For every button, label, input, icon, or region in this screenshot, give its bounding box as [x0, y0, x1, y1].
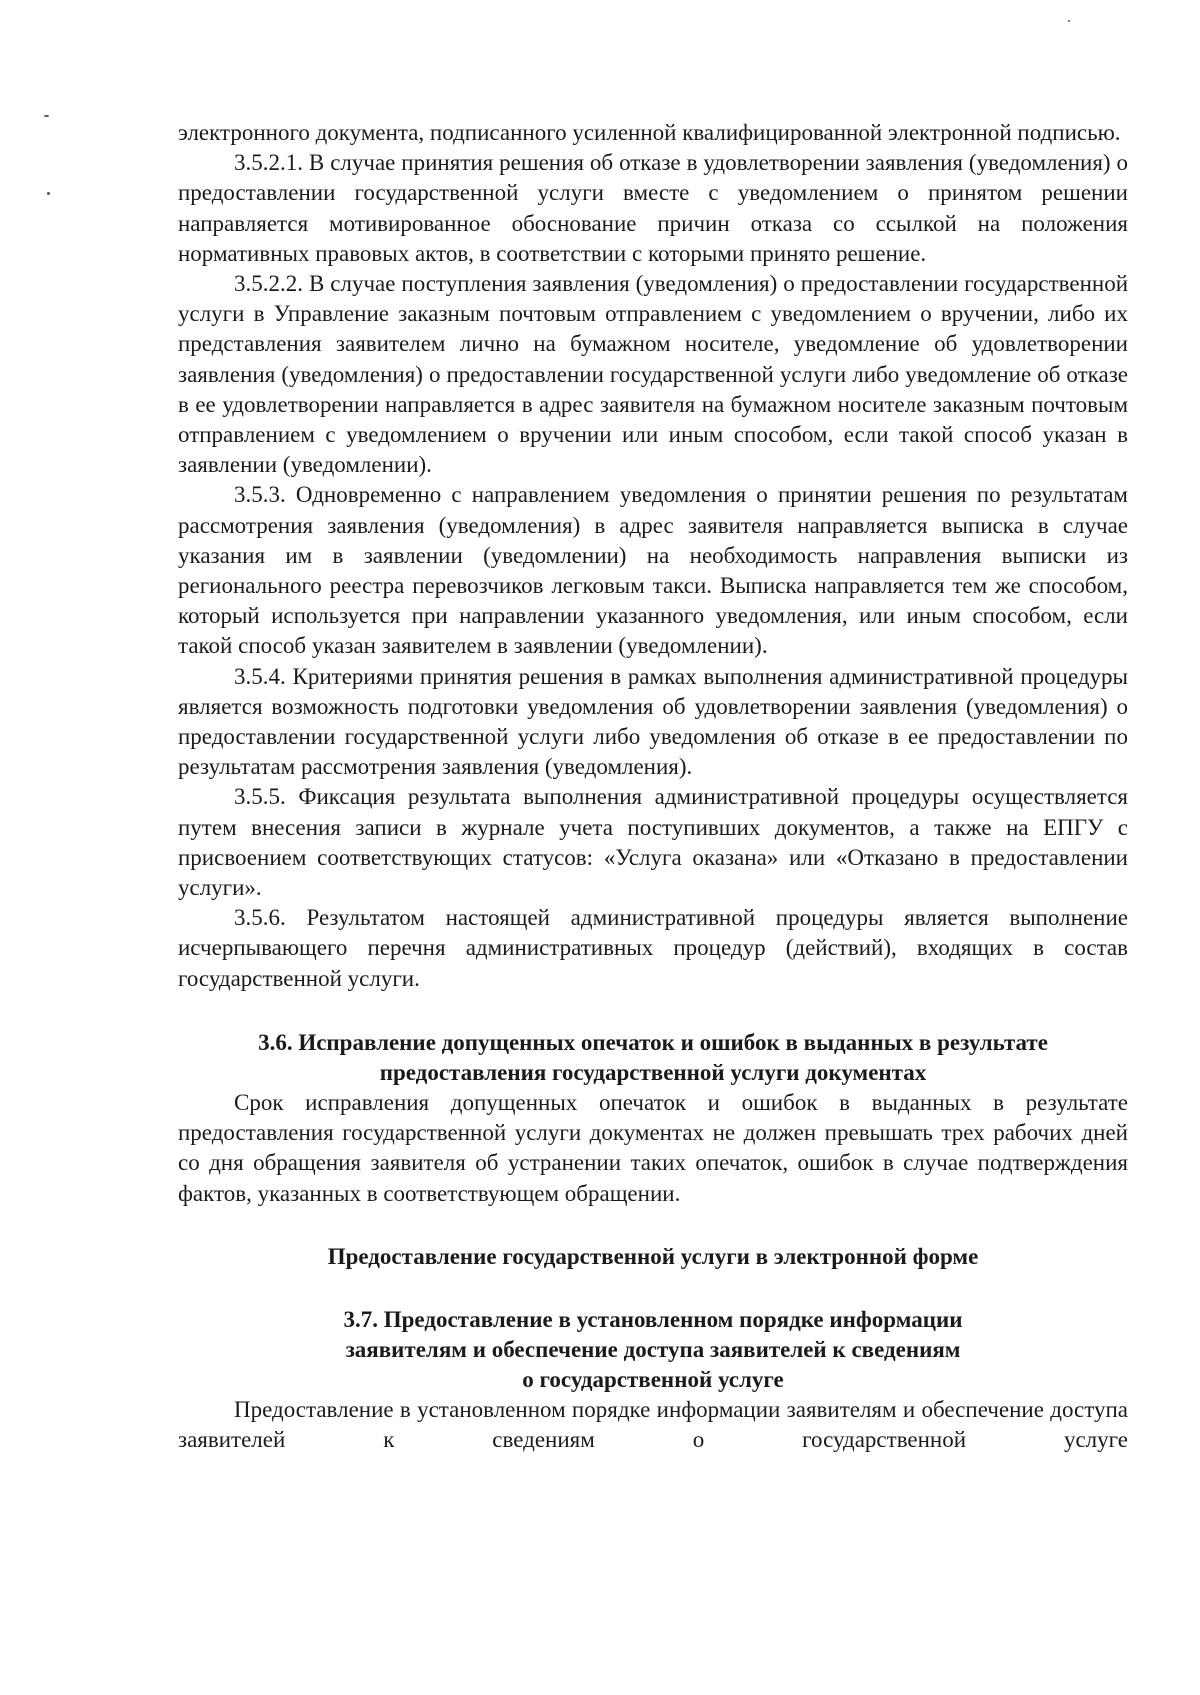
paragraph-3-5-2-1: 3.5.2.1. В случае принятия решения об отказе в удовлетворении заявления (уведомления) о предоставлении государственной услуги вместе с уведомлением о принятом решении направляется мотивированное обоснование причин отказа со ссылкой на положения нормативных правовых актов, в соответствии с которыми принято решение. [178, 150, 1128, 266]
paragraph-3-7-body: Предоставление в установленном порядке информации заявителям и обеспечение доступа заявителей к сведениям о государственной услуге [178, 1396, 1128, 1452]
heading-line: предоставления государственной услуги документах [379, 1059, 927, 1085]
paragraph-3-5-4: 3.5.4. Критериями принятия решения в рамках выполнения административной процедуры является возможность подготовки уведомления об удовлетворении заявления (уведомления) о предоставлении государственной услуги либо уведомления об отказе в ее предоставлении по результатам рассмотрения заявления (уведомления). [178, 663, 1128, 780]
section-heading-3-7 [178, 1305, 1128, 1395]
heading-line: заявителям и обеспечение доступа заявителей к сведениям [345, 1336, 961, 1362]
paragraph-3-6-body: Срок исправления допущенных опечаток и ошибок в выданных в результате предоставления государственной услуги документах не должен превышать трех рабочих дней со дня обращения заявителя об устранении таких опечаток, ошибок в случае подтверждения фактов, указанных в соответствующем обращении. [178, 1089, 1128, 1206]
heading-line: 3.6. Исправление допущенных опечаток и ошибок в выданных в результате [258, 1029, 1048, 1055]
paragraph-3-5-3: 3.5.3. Одновременно с направлением уведомления о принятии решения по результатам рассмотрения заявления (уведомления) в адрес заявителя направляется выписка в случае указания им в заявлении (уведомлении) на необходимость направления выписки из регионального реестра перевозчиков легковым такси. Выписка направляется тем же способом, который используется при направлении указанного уведомления, или иным способом, если такой способ указан заявителем в заявлении (уведомлении). [178, 482, 1128, 659]
paragraph-3-5-6: 3.5.6. Результатом настоящей административной процедуры является выполнение исчерпывающего перечня административных процедур (действий), входящих в состав государственной услуги. [178, 905, 1128, 991]
scan-speck [44, 115, 49, 117]
scan-speck [1068, 20, 1070, 22]
paragraph-3-5-5: 3.5.5. Фиксация результата выполнения административной процедуры осуществляется путем внесения записи в журнале учета поступивших документов, а также на ЕПГУ с присвоением соответствующих статусов: «Услуга оказана» или «Отказано в предоставлении услуги». [178, 784, 1128, 901]
heading-line: 3.7. Предоставление в установленном порядке информации [343, 1306, 963, 1332]
section-heading-3-6 [178, 1028, 1128, 1088]
heading-line: о государственной услуге [522, 1366, 784, 1392]
section-heading-electronic-form: Предоставление государственной услуги в электронной форме [327, 1243, 979, 1269]
paragraph-3-5-2-2: 3.5.2.2. В случае поступления заявления (уведомления) о предоставлении государственной услуги в Управление заказным почтовым отправлением с уведомлением о вручении, либо их представления заявителем лично на бумажном носителе, уведомление об удовлетворении заявления (уведомления) о предоставлении государственной услуги либо уведомление об отказе в ее удовлетворении направляется в адрес заявителя на бумажном носителе заказным почтовым отправлением с уведомлением о вручении или иным способом, если такой способ указан в заявлении (уведомлении). [178, 271, 1128, 478]
scan-speck [47, 192, 50, 195]
paragraph-continuation: электронного документа, подписанного усиленной квалифицированной электронной подписью. [178, 120, 1121, 145]
document-body [178, 118, 1128, 1455]
